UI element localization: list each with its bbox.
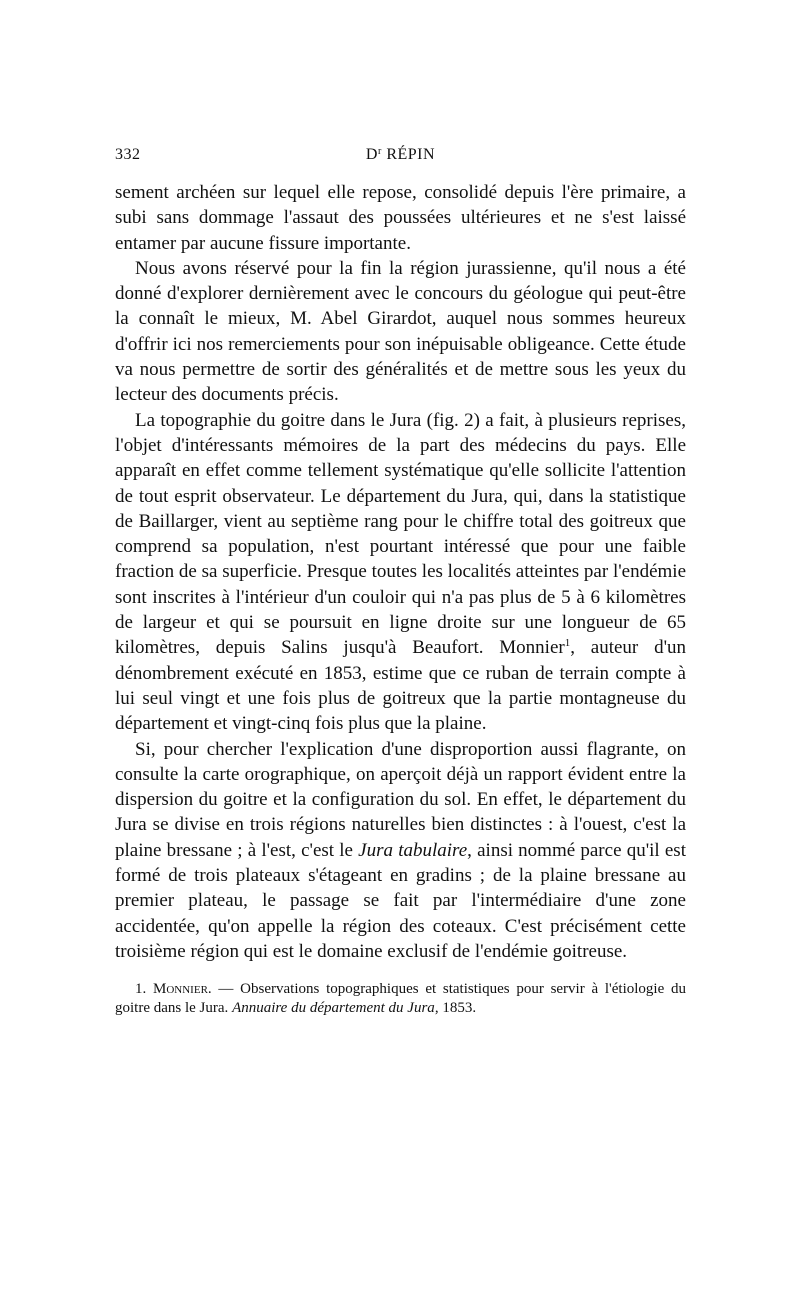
footnote-1 xyxy=(115,980,686,1017)
footnote-text: — Observations topographiques et statistiques pour servir à l'étiologie du goitre dans le Jura. xyxy=(115,981,687,1016)
footnote-author: Monnier. xyxy=(153,981,212,998)
footnotes xyxy=(115,980,686,1017)
paragraph-3 xyxy=(115,408,686,737)
book-page xyxy=(115,146,686,1017)
paragraph-3-text-b: , auteur d'un dénombrement exécuté en 1853, estime que ce ruban de terrain compte à lui seul vingt et une fois plus de goitreux que la partie montagneuse du département et vingt-cinq fois plus que la plaine. xyxy=(115,637,686,735)
running-title xyxy=(115,146,686,164)
paragraph-4-text-a: Si, pour chercher l'explication d'une disproportion aussi flagrante, on consulte la carte orographique, on aperçoit déjà un rapport évident entre la dispersion du goitre et la configuration du sol. En effet, le département du Jura se divise en trois régions naturelles bien distinctes : à l'ouest, c'est la plaine bressane ; à l'est, c'est le xyxy=(115,738,686,861)
paragraph-3-text-a: La topographie du goitre dans le Jura (fig. 2) a fait, à plusieurs reprises, l'objet d'intéressants mémoires de la part des médecins du pays. Elle apparaît en effet comme tellement systématique qu'elle sollicite l'attention de tout esprit observateur. Le département du Jura, qui, dans la statistique de Baillarger, vient au septième rang pour le chiffre total des goitreux que comprend sa population, n'est pourtant intéressé que pour une faible fraction de sa superficie. Presque toutes les localités atteintes par l'endémie sont inscrites à l'intérieur d'un couloir qui n'a pas plus de 5 à 6 kilomètres de largeur et qui se poursuit en ligne droite sur une longueur de 65 kilomètres, depuis Salins jusqu'à Beaufort. Monnier xyxy=(115,409,686,659)
footnote-number: 1. xyxy=(135,981,147,998)
paragraph-2: Nous avons réservé pour la fin la région jurassienne, qu'il nous a été donné d'explorer dernièrement avec le concours du géologue qui peut-être la connaît le mieux, M. Abel Girardot, auquel nous sommes heureux d'offrir ici nos remerciements pour son inépuisable obligeance. Cette étude va nous permettre de sortir des généralités et de mettre sous les yeux du lecteur des documents précis. xyxy=(115,257,686,406)
paragraph-4-text-b: , ainsi nommé parce qu'il est formé de trois plateaux s'étageant en gradins ; de la plaine bressane au premier plateau, le passage se fait par l'intermédiaire d'une zone accidentée, qu'on appelle la région des coteaux. C'est précisément cette troisième région qui est le domaine exclusif de l'endémie goitreuse. xyxy=(115,839,686,962)
running-head xyxy=(115,146,686,172)
author-prefix-sup: r xyxy=(377,146,382,157)
footnote-reference[interactable]: 1 xyxy=(564,637,571,650)
body-text xyxy=(115,180,686,964)
author-prefix: D xyxy=(365,146,378,163)
page-number: 332 xyxy=(115,146,141,163)
author-name: RÉPIN xyxy=(386,146,436,163)
paragraph-4 xyxy=(115,737,686,965)
paragraph-4-emphasis: Jura tabulaire xyxy=(358,839,468,861)
paragraph-1: sement archéen sur lequel elle repose, consolidé depuis l'ère primaire, a subi sans dommage l'assaut des poussées ultérieures et ne s'est laissé entamer par aucune fissure importante. xyxy=(115,182,686,254)
footnote-source: Annuaire du département du Jura xyxy=(232,999,435,1016)
footnote-year: , 1853. xyxy=(434,999,477,1016)
